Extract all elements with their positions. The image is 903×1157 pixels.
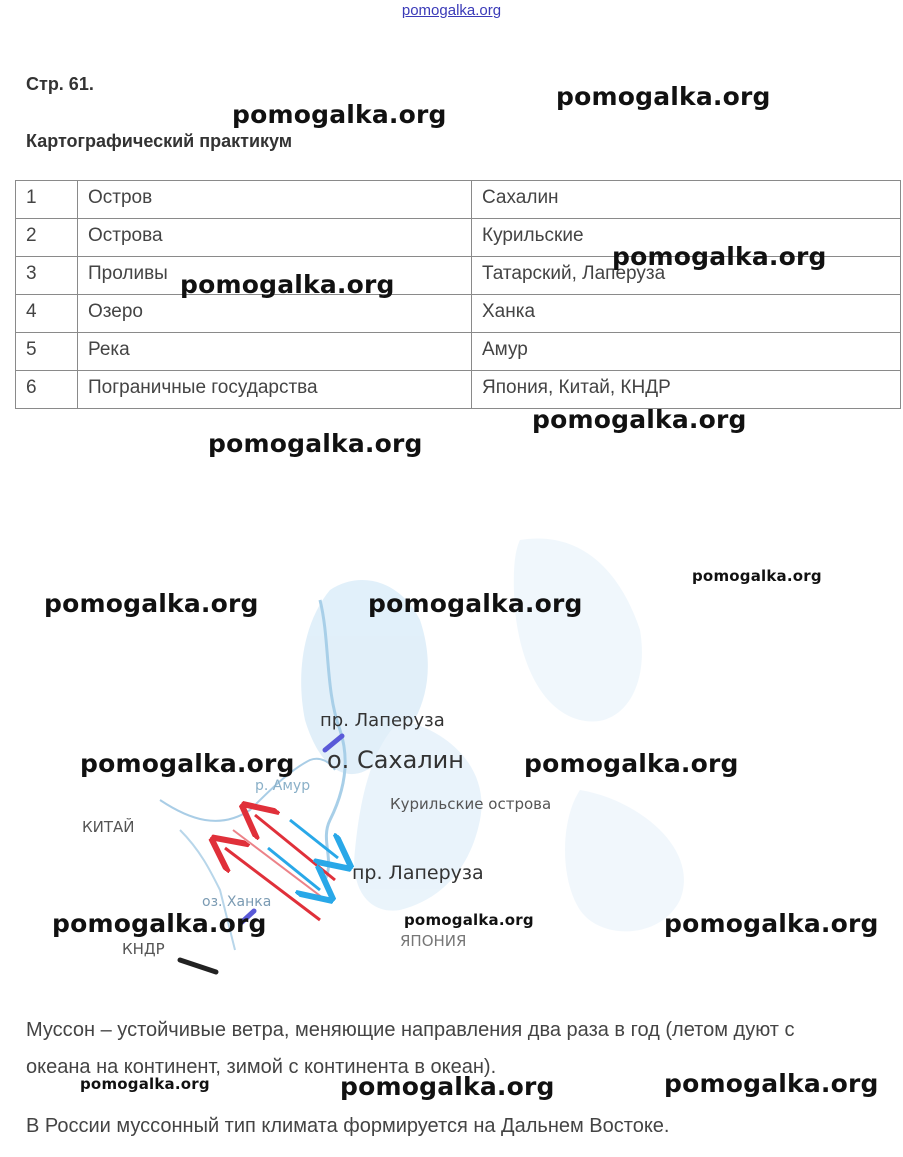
row-number: 1 xyxy=(16,181,78,219)
watermark: pomogalka.org xyxy=(208,429,423,458)
row-value: Курильские xyxy=(472,219,901,257)
watermark: pomogalka.org xyxy=(340,1072,555,1101)
row-name: Проливы xyxy=(78,257,472,295)
table-row xyxy=(16,181,901,219)
map-label-amur: р. Амур xyxy=(255,778,311,794)
row-name: Остров xyxy=(78,181,472,219)
row-number: 6 xyxy=(16,371,78,409)
sea-shape-3 xyxy=(514,538,642,721)
row-value: Ханка xyxy=(472,295,901,333)
map-label-japan: ЯПОНИЯ xyxy=(400,932,467,950)
row-number: 2 xyxy=(16,219,78,257)
watermark: pomogalka.org xyxy=(80,749,295,778)
watermark: pomogalka.org xyxy=(368,589,583,618)
map-label-strait-top: пр. Лаперуза xyxy=(320,710,445,731)
page-heading: Стр. 61. xyxy=(26,74,94,94)
row-number: 4 xyxy=(16,295,78,333)
watermark: pomogalka.org xyxy=(232,100,447,129)
map-label-sakhalin: о. Сахалин xyxy=(327,746,464,774)
watermark: pomogalka.org xyxy=(692,567,822,585)
row-value: Япония, Китай, КНДР xyxy=(472,371,901,409)
watermark: pomogalka.org xyxy=(664,909,879,938)
watermark: pomogalka.org xyxy=(532,405,747,434)
table-row xyxy=(16,333,901,371)
row-name: Озеро xyxy=(78,295,472,333)
map-label-dprk: КНДР xyxy=(122,940,165,958)
watermark: pomogalka.org xyxy=(612,242,827,271)
row-name: Река xyxy=(78,333,472,371)
practicum-table xyxy=(15,180,901,409)
summer-arrow-2 xyxy=(268,848,320,890)
row-name: Острова xyxy=(78,219,472,257)
row-value: Амур xyxy=(472,333,901,371)
row-value: Татарский, Лаперуза xyxy=(472,257,901,295)
summer-arrow-1 xyxy=(290,820,338,858)
table-row xyxy=(16,371,901,409)
site-link[interactable]: pomogalka.org xyxy=(401,2,502,19)
watermark: pomogalka.org xyxy=(180,270,395,299)
map-label-khanka: оз. Ханка xyxy=(202,894,272,910)
row-number: 5 xyxy=(16,333,78,371)
section-title: Картографический практикум xyxy=(26,131,293,151)
dprk-mark xyxy=(180,960,216,972)
watermark: pomogalka.org xyxy=(52,909,267,938)
row-value: Сахалин xyxy=(472,181,901,219)
monsoon-line-1: Муссон – устойчивые ветра, меняющие направления два раза в год (летом дуют с xyxy=(26,1019,795,1041)
row-number: 3 xyxy=(16,257,78,295)
watermark: pomogalka.org xyxy=(80,1075,210,1093)
map-label-china: КИТАЙ xyxy=(82,818,135,836)
watermark: pomogalka.org xyxy=(556,82,771,111)
map-label-strait-bottom: пр. Лаперуза xyxy=(352,862,484,884)
watermark: pomogalka.org xyxy=(44,589,259,618)
table-row xyxy=(16,295,901,333)
watermark: pomogalka.org xyxy=(664,1069,879,1098)
russia-paragraph: В России муссонный тип климата формируется на Дальнем Востоке. xyxy=(26,1115,670,1137)
monsoon-line-2: океана на континент, зимой с континента в океан). xyxy=(26,1056,497,1078)
watermark: pomogalka.org xyxy=(404,911,534,929)
row-name: Пограничные государства xyxy=(78,371,472,409)
watermark: pomogalka.org xyxy=(524,749,739,778)
map-label-kuril: Курильские острова xyxy=(390,795,552,813)
